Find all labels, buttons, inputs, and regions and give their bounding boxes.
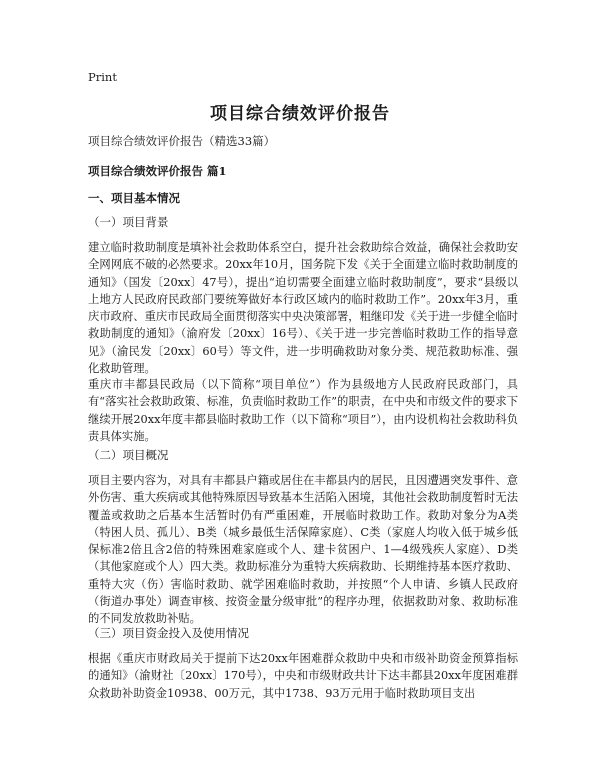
paragraph-funding: 根据《重庆市财政局关于提前下达20xx年困难群众救助中央和市级补助资金预算指标的通知》（渝财社〔20xx〕170号），中央和市级财政共计下达丰都县20xx年度困难群众救助补助资金10938、00万元，其中1738、93万元用于临时救助项目支出 bbox=[88, 652, 518, 700]
page-title: 项目综合绩效评价报告 bbox=[210, 104, 390, 124]
section-heading: 项目综合绩效评价报告 篇1 bbox=[88, 164, 227, 178]
heading-basic-info: 一、项目基本情况 bbox=[88, 191, 180, 205]
paragraph-background-1: 建立临时救助制度是填补社会救助体系空白，提升社会救助综合效益，确保社会救助安全网网底不破的必然要求。20xx年10月，国务院下发《关于全面建立临时救助制度的通知》（国发〔20xx〕47号），提出“迫切需要全面建立临时救助制度”，要求“县级以上地方人民政府民政部门要统筹做好本行政区域内的临时救助工作”。20xx年3月，重庆市政府、重庆市民政局全面贯彻落实中央决策部署，粗继印发《关于进一步健全临时救助制度的通知》（渝府发〔20xx〕16号）、《关于进一步完善临时救助工作的指导意见》（渝民发〔20xx〕60号）等文件，进一步明确救助对象分类、规范救助标准、强化救助管理。 bbox=[88, 241, 518, 376]
subheading-funding: （三）项目资金投入及使用情况 bbox=[88, 626, 249, 640]
document-subtitle: 项目综合绩效评价报告（精选33篇） bbox=[88, 134, 276, 148]
paragraph-overview: 项目主要内容为，对具有丰都县户籍或居住在丰都县内的居民，且因遭遇突发事件、意外伤害、重大疾病或其他特殊原因导致基本生活陷入困境，其他社会救助制度暂时无法覆盖或救助之后基本生活暂时仍有严重困难，开展临时救助工作。救助对象分为A类（特困人员、孤儿）、B类（城乡最低生活保障家庭）、C类（家庭人均收入低于城乡低保标准2倍且含2倍的特殊困难家庭或个人、建卡贫困户、1—4级残疾人家庭）、D类（其他家庭或个人）四大类。救助标准分为重特大疾病救助、长期维持基本医疗救助、重特大灾（伤）害临时救助、就学困难临时救助，并按照“个人申请、乡镇人民政府（街道办事处）调查审核、按资金量分级审批”的程序办理，依据救助对象、救助标准的不同发放救助补贴。 bbox=[88, 474, 518, 626]
print-link[interactable]: Print bbox=[88, 70, 117, 84]
subheading-project-overview: （二）项目概况 bbox=[88, 448, 169, 462]
paragraph-background-2: 重庆市丰都县民政局（以下简称“项目单位”）作为县级地方人民政府民政部门，具有“落实社会救助政策、标准，负责临时救助工作”的职责，在中央和市级文件的要求下继续开展20xx年度丰都县临时救助工作（以下简称“项目”），由内设机构社会救助科负责具体实施。 bbox=[88, 378, 518, 443]
subheading-project-background: （一）项目背景 bbox=[88, 215, 169, 229]
